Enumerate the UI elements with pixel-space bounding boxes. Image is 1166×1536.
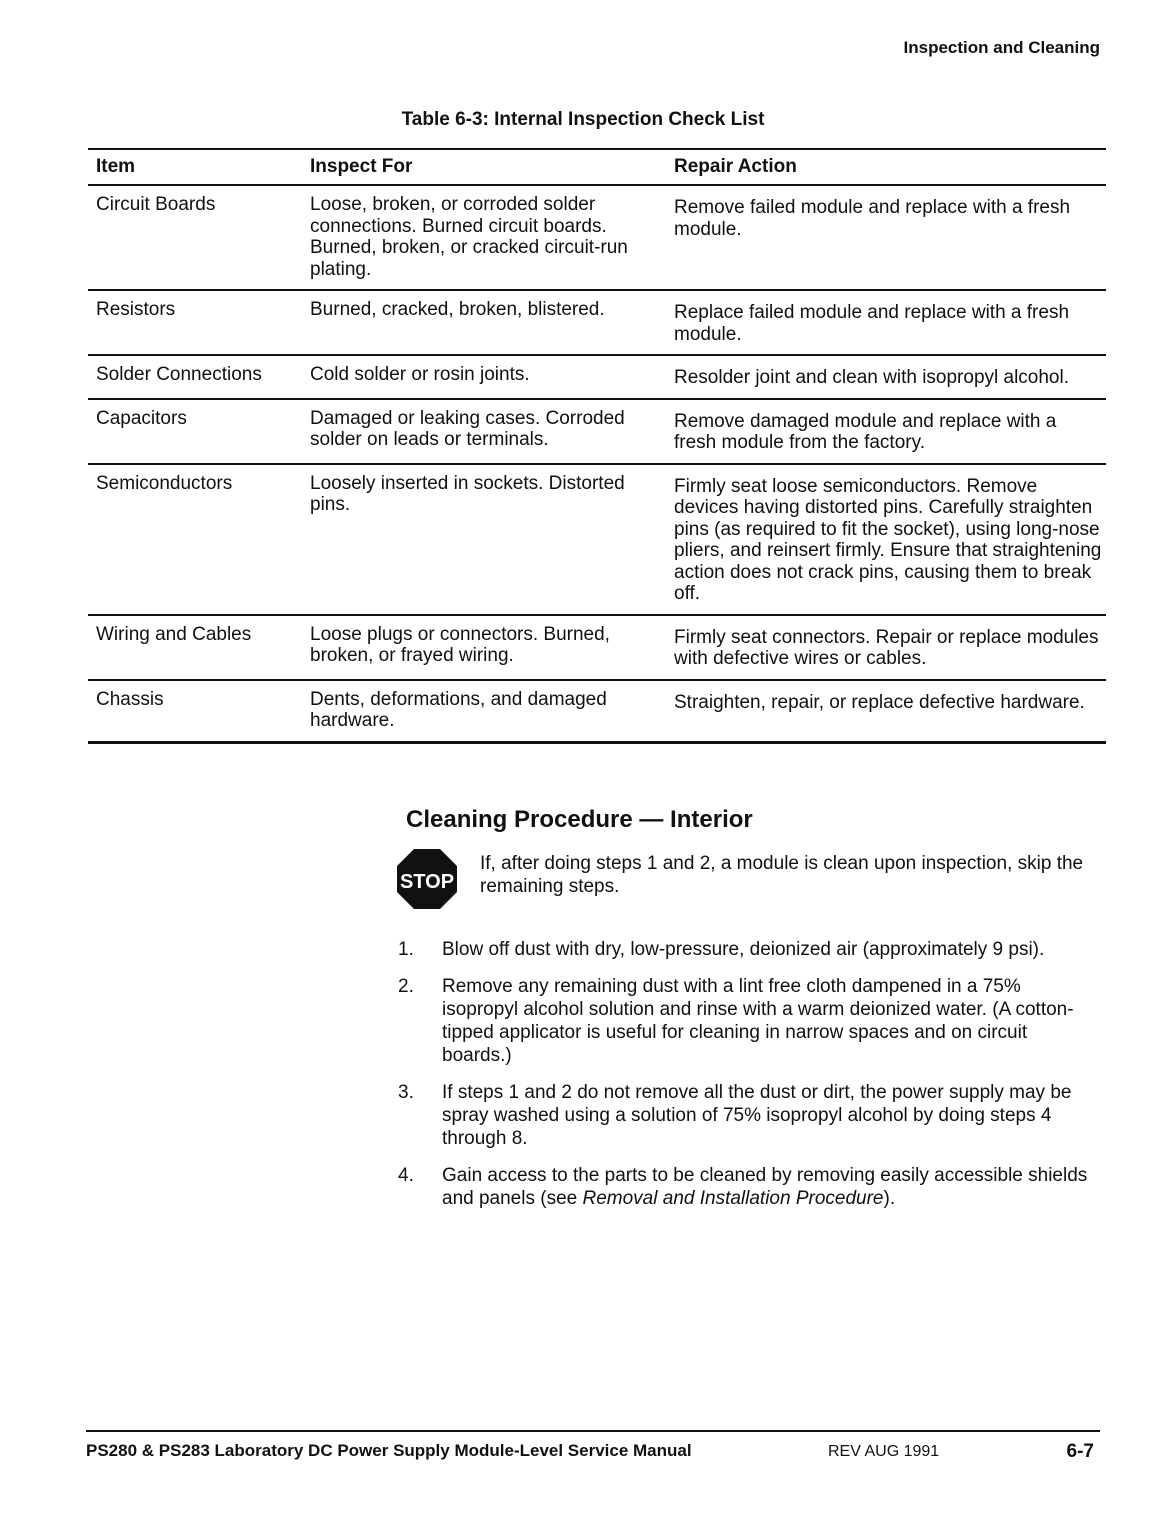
table-row xyxy=(88,356,1106,400)
footer-rule xyxy=(86,1430,1100,1432)
step-text: Remove any remaining dust with a lint free cloth dampened in a 75% isopropyl alcohol solution and rinse with a warm deionized water. (A cotton-tipped applicator is useful for cleaning in narrow spaces and on circuit boards.) xyxy=(442,976,1074,1066)
step-number: 4. xyxy=(398,1165,414,1186)
cell-item: Resistors xyxy=(96,299,176,320)
cell-repair-action: Firmly seat connectors. Repair or replace modules with defective wires or cables. xyxy=(674,626,1099,669)
stop-sign-icon xyxy=(396,848,458,910)
cell-inspect-for: Loose, broken, or corroded solder connections. Burned circuit boards. Burned, broken, or cracked circuit-run plating. xyxy=(310,194,628,280)
cell-repair-action: Remove failed module and replace with a fresh module. xyxy=(674,197,1071,240)
table-row xyxy=(88,291,1106,356)
step-number: 3. xyxy=(398,1082,414,1103)
cell-inspect-for: Loosely inserted in sockets. Distorted pins. xyxy=(310,472,625,515)
page-number: 6-7 xyxy=(1066,1441,1094,1462)
cell-item: Semiconductors xyxy=(96,472,233,494)
running-header: Inspection and Cleaning xyxy=(903,38,1100,57)
table-row xyxy=(88,681,1106,744)
step-text: Gain access to the parts to be cleaned by removing easily accessible shields and panels (see Removal and Installation Procedure). xyxy=(442,1165,1088,1209)
table-row xyxy=(88,400,1106,465)
step-text: Blow off dust with dry, low-pressure, deionized air (approximately 9 psi). xyxy=(442,939,1045,960)
cell-repair-action: Firmly seat loose semiconductors. Remove devices having distorted pins. Carefully straighten pins (as required to fit the socket), using long-nose pliers, and reinsert firmly. Ensure that straightening action does not crack pins, causing them to break off. xyxy=(674,475,1102,604)
cross-reference: Removal and Installation Procedure xyxy=(582,1188,884,1209)
column-header-inspect-for: Inspect For xyxy=(310,156,413,177)
table-row xyxy=(88,186,1106,291)
cell-item: Solder Connections xyxy=(96,364,262,385)
step-number: 2. xyxy=(398,976,414,997)
cell-inspect-for: Cold solder or rosin joints. xyxy=(310,364,530,385)
footer-revision: REV AUG 1991 xyxy=(828,1443,940,1460)
cell-inspect-for: Burned, cracked, broken, blistered. xyxy=(310,299,605,320)
cell-repair-action: Replace failed module and replace with a fresh module. xyxy=(674,302,1070,345)
list-item xyxy=(398,938,1088,961)
cell-item: Wiring and Cables xyxy=(96,623,252,645)
cell-inspect-for: Loose plugs or connectors. Burned, broken, or frayed wiring. xyxy=(310,623,610,666)
cleaning-steps xyxy=(398,938,1088,1224)
cell-repair-action: Straighten, repair, or replace defective hardware. xyxy=(674,691,1085,713)
inspection-table xyxy=(88,148,1106,744)
cell-inspect-for: Damaged or leaking cases. Corroded solder on leads or terminals. xyxy=(310,407,625,450)
column-header-repair-action: Repair Action xyxy=(674,156,797,177)
footer-manual-title: PS280 & PS283 Laboratory DC Power Supply Module-Level Service Manual xyxy=(86,1441,692,1460)
table-row xyxy=(88,616,1106,681)
table-header-row xyxy=(88,148,1106,186)
stop-note: If, after doing steps 1 and 2, a module is clean upon inspection, skip the remaining steps. xyxy=(480,853,1084,897)
cell-item: Circuit Boards xyxy=(96,194,216,215)
list-item xyxy=(398,1164,1088,1210)
table-row xyxy=(88,465,1106,616)
column-header-item: Item xyxy=(96,156,136,177)
cell-item: Capacitors xyxy=(96,407,187,429)
table-title: Table 6-3: Internal Inspection Check List xyxy=(401,109,765,130)
cell-item: Chassis xyxy=(96,688,164,710)
cell-repair-action: Remove damaged module and replace with a fresh module from the factory. xyxy=(674,410,1057,453)
stop-sign-label: STOP xyxy=(399,871,455,893)
cell-inspect-for: Dents, deformations, and damaged hardware. xyxy=(310,688,607,731)
page-footer xyxy=(86,1441,1100,1467)
cell-repair-action: Resolder joint and clean with isopropyl alcohol. xyxy=(674,367,1070,388)
section-title: Cleaning Procedure — Interior xyxy=(406,806,753,833)
step-number: 1. xyxy=(398,939,414,960)
list-item xyxy=(398,1081,1088,1150)
list-item xyxy=(398,975,1088,1067)
step-text: If steps 1 and 2 do not remove all the dust or dirt, the power supply may be spray washed using a solution of 75% isopropyl alcohol by doing steps 4 through 8. xyxy=(442,1082,1072,1149)
